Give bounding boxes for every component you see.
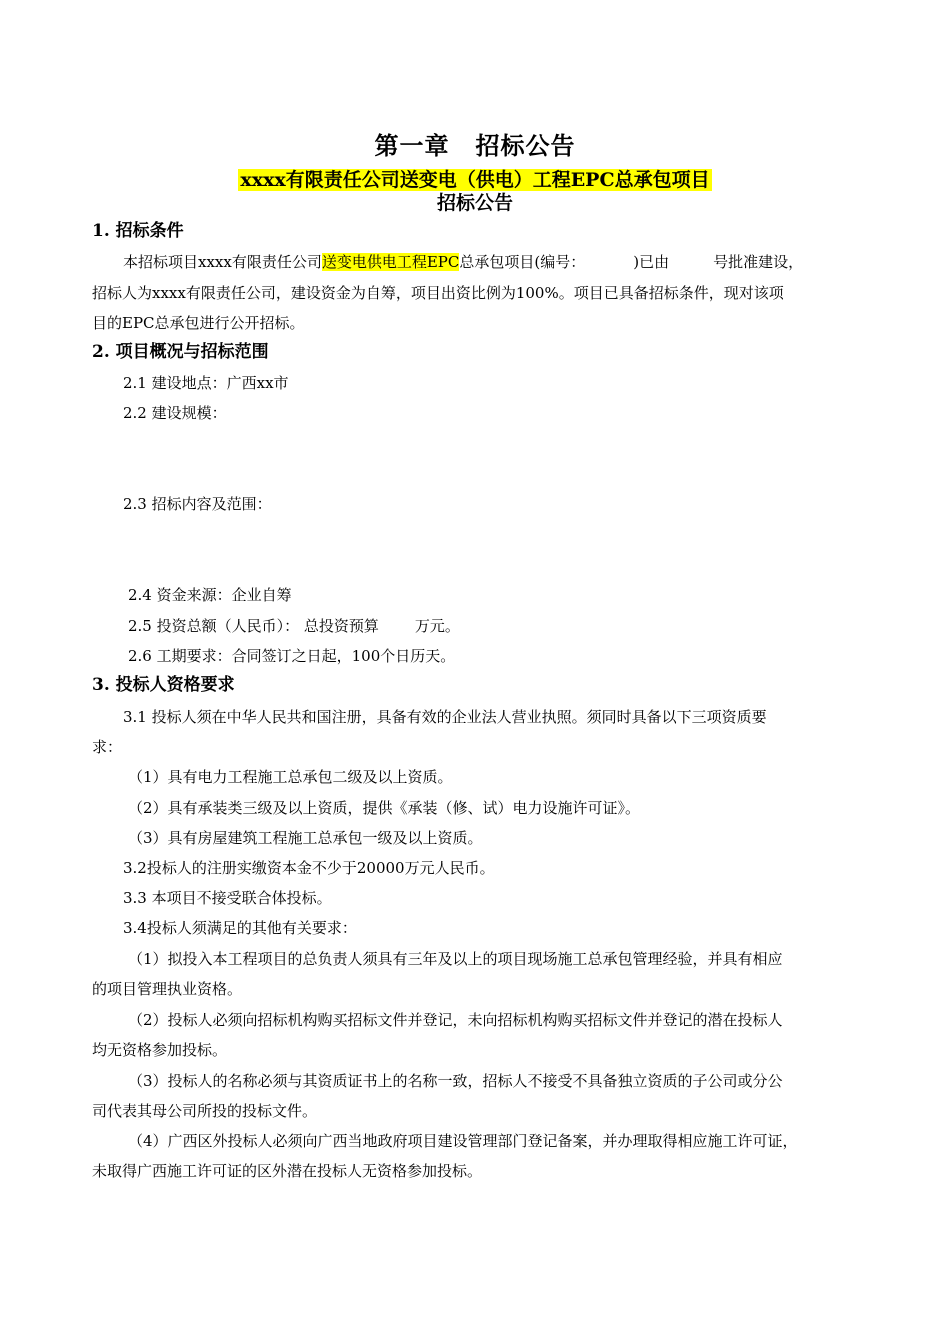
section2-item3: 2.3 招标内容及范围： [123,495,272,513]
chapter-heading: 招标公告 [475,131,576,160]
section2-item5 [128,615,460,637]
section3-line: 3.4投标人须满足的其他有关要求： [123,919,357,937]
s1-p1-highlight: 送变电供电工程EPC [321,253,460,271]
section3-line: （2）具有承装类三级及以上资质，提供《承装（修、试）电力设施许可证》。 [128,799,641,817]
section3-line: 3.3 本项目不接受联合体投标。 [123,889,332,907]
notice-title: 招标公告 [436,192,513,214]
section3-line: 未取得广西施工许可证的区外潜在投标人无资格参加投标。 [92,1162,483,1180]
section3-line: 的项目管理执业资格。 [92,980,243,998]
section3-line: （4）广西区外投标人必须向广西当地政府项目建设管理部门登记备案，并办理取得相应施工许可证， [128,1132,798,1150]
chapter-number: 第一章 [374,131,450,160]
section2-heading: 2. 项目概况与招标范围 [92,342,269,362]
s1-p1-a: 本招标项目xxxx有限责任公司 [123,253,322,271]
section3-line: （3）投标人的名称必须与其资质证书上的名称一致，招标人不接受不具备独立资质的子公司或分公 [128,1072,783,1090]
s2-item5-a: 2.5 投资总额（人民币）： 总投资预算 [128,617,379,635]
section3-line: （1）具有电力工程施工总承包二级及以上资质。 [128,768,453,786]
section3-line: （1）拟投入本工程项目的总负责人须具有三年及以上的项目现场施工总承包管理经验，并具有相应 [128,950,783,968]
section3-line: 3.1 投标人须在中华人民共和国注册，具备有效的企业法人营业执照。须同时具备以下三项资质要 [123,708,767,726]
s1-p1-c: )已由 [633,253,670,271]
section2-item6: 2.6 工期要求：合同签订之日起，100个日历天。 [128,647,456,665]
section3-line: 均无资格参加投标。 [92,1041,228,1059]
section3-line: （2）投标人必须向招标机构购买招标文件并登记，未向招标机构购买招标文件并登记的潜在投标人 [128,1011,783,1029]
section3-heading: 3. 投标人资格要求 [92,675,235,695]
section1-paragraph-line2: 招标人为xxxx有限责任公司，建设资金为自筹，项目出资比例为100%。项目已具备招标条件，现对该项 [92,284,784,302]
section2-item2: 2.2 建设规模： [123,404,227,422]
project-title-text: xxxx有限责任公司送变电（供电）工程EPC总承包项目 [240,169,710,191]
section2-item4: 2.4 资金来源：企业自筹 [128,586,292,604]
section1-heading: 1. 招标条件 [92,221,184,241]
section2-item1: 2.1 建设地点：广西xx市 [123,374,289,392]
section3-line: 求： [92,738,123,756]
s2-item5-b: 万元。 [414,617,460,635]
section3-line: （3）具有房屋建筑工程施工总承包一级及以上资质。 [128,829,483,847]
s1-p1-d: 号批准建设， [713,253,804,271]
section3-line: 3.2投标人的注册实缴资本金不少于20000万元人民币。 [123,859,495,877]
section1-paragraph-line1 [123,251,803,273]
section3-line: 司代表其母公司所投的投标文件。 [92,1102,318,1120]
s1-p1-b: 总承包项目(编号： [459,253,586,271]
chapter-title [0,126,950,161]
section1-paragraph-line3: 目的EPC总承包进行公开招标。 [92,314,305,332]
